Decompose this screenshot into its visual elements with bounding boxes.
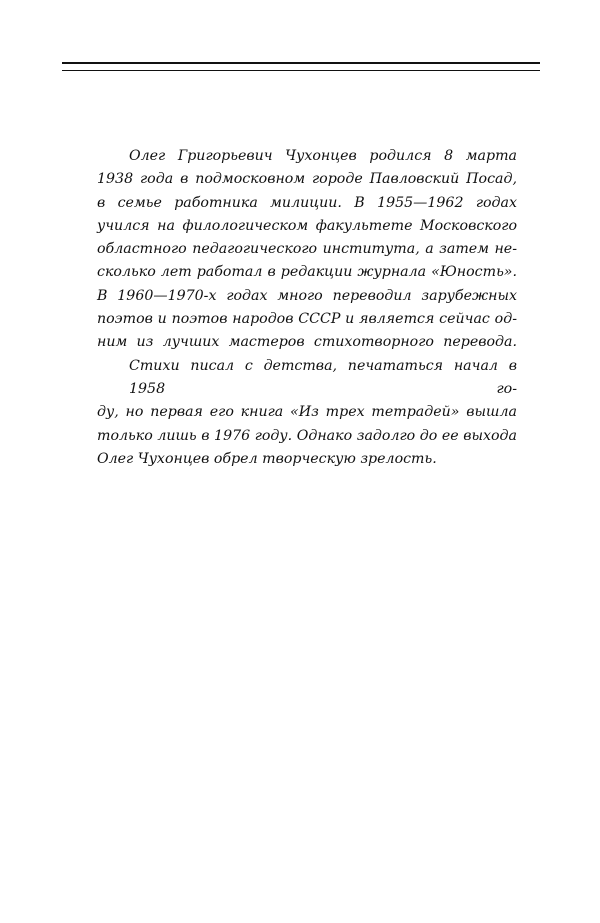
header-rule-thin [62,70,540,71]
text-line: Олег Чухонцев обрел творческую зрелость. [97,450,437,467]
text-line: в семье работника милиции. В 1955—1962 годах [97,194,517,211]
text-line: ду, но первая его книга «Из трех тетрадей» вышла [97,404,517,421]
text-line: ним из лучших мастеров стихотворного перевода. [97,334,517,351]
text-line: Стихи писал с детства, печататься начал в 1958 го- [129,357,517,397]
paragraph-1 [97,145,517,355]
text-line: В 1960—1970-х годах много переводил зарубежных [97,287,517,304]
header-rule-thick [62,62,540,64]
paragraph-2 [97,355,517,471]
text-line: 1938 года в подмосковном городе Павловский Посад, [97,171,517,188]
biography-text [97,145,517,471]
text-line: учился на филологическом факультете Московского [97,217,517,234]
text-line: сколько лет работал в редакции журнала «Юность». [97,264,517,281]
text-line: только лишь в 1976 году. Однако задолго до ее выхода [97,427,517,444]
text-line: областного педагогического института, а затем не- [97,241,517,258]
text-line: поэтов и поэтов народов СССР и является сейчас од- [97,311,517,328]
text-line: Олег Григорьевич Чухонцев родился 8 марта [129,148,517,164]
